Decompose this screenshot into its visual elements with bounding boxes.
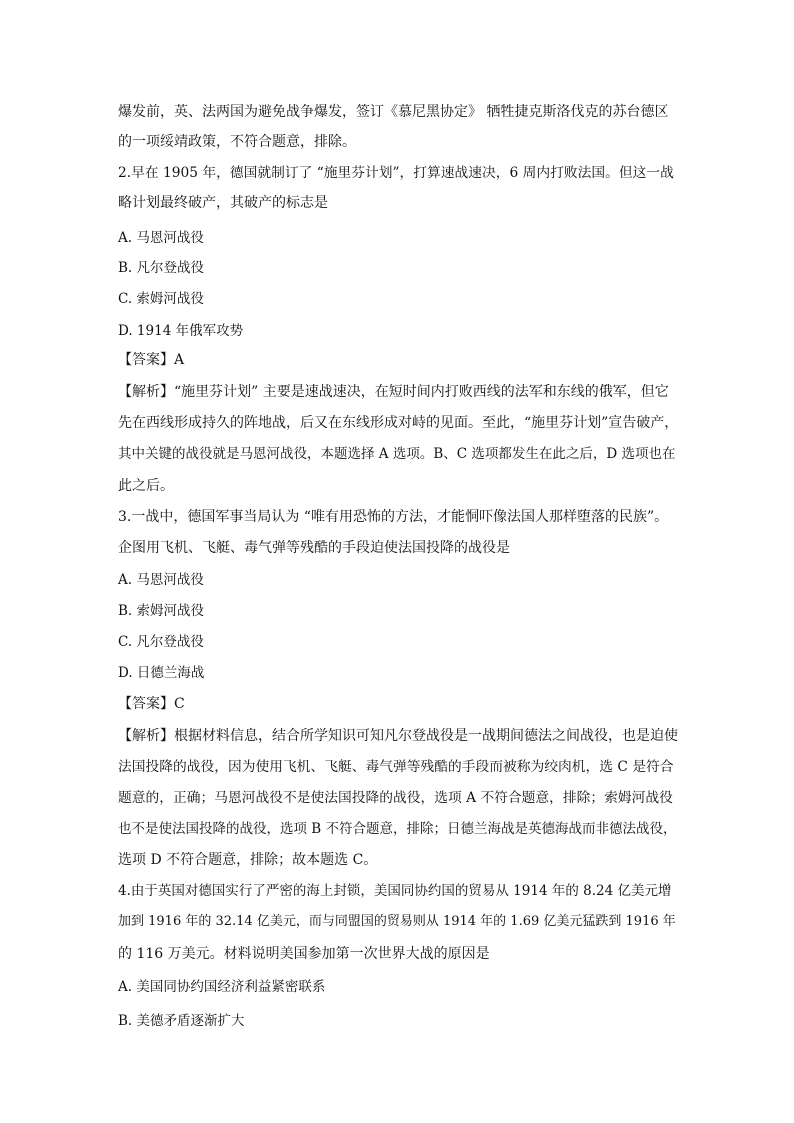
analysis-line: 其中关键的战役就是马恩河战役，本题选择 A 选项。B、C 选项都发生在此之后，D 选项也在 <box>118 446 676 462</box>
question-3-stem: 3.一战中，德国军事当局认为 “唯有用恐怖的方法，才能恫吓像法国人那样堕落的民族”。 <box>118 509 669 525</box>
text-line: 的 116 万美元。材料说明美国参加第一次世界大战的原因是 <box>118 946 490 962</box>
analysis-line: 也不是使法国投降的战役，选项 B 不符合题意，排除；日德兰海战是英德海战而非德法战役， <box>118 821 677 837</box>
text-line: 的一项绥靖政策，不符合题意，排除。 <box>118 134 356 150</box>
option-a: A. 马恩河战役 <box>118 230 204 246</box>
option-a: A. 马恩河战役 <box>118 572 204 588</box>
option-c: C. 索姆河战役 <box>118 291 204 307</box>
option-a: A. 美国同协约国经济利益紧密联系 <box>118 979 326 995</box>
analysis-line: 法国投降的战役，因为使用飞机、飞艇、毒气弹等残酷的手段而被称为绞肉机，选 C 是符合 <box>118 759 674 775</box>
option-c: C. 凡尔登战役 <box>118 634 204 650</box>
analysis-line: 【解析】“施里芬计划” 主要是速战速决，在短时间内打败西线的法军和东线的俄军，但它 <box>118 384 669 400</box>
answer-label: 【答案】A <box>118 352 185 368</box>
option-b: B. 美德矛盾逐渐扩大 <box>118 1013 245 1029</box>
analysis-line: 选项 D 不符合题意，排除；故本题选 C。 <box>118 852 378 868</box>
answer-label: 【答案】C <box>118 696 185 712</box>
option-d: D. 1914 年俄军攻势 <box>118 323 244 339</box>
option-d: D. 日德兰海战 <box>118 665 205 681</box>
option-b: B. 凡尔登战役 <box>118 260 205 276</box>
text-line: 加到 1916 年的 32.14 亿美元，而与同盟国的贸易则从 1914 年的 1.69 亿美元猛跌到 1916 年 <box>118 914 676 929</box>
question-2-stem: 2.早在 1905 年，德国就制订了 “施里芬计划”，打算速战速决，6 周内打败法国。但这一战 <box>118 165 674 181</box>
option-b: B. 索姆河战役 <box>118 603 205 619</box>
text-line: 企图用飞机、飞艇、毒气弹等残酷的手段迫使法国投降的战役是 <box>118 540 510 556</box>
analysis-line: 题意的，正确；马恩河战役不是使法国投降的战役，选项 A 不符合题意，排除；索姆河战役 <box>118 790 673 806</box>
analysis-line: 此之后。 <box>118 478 174 494</box>
text-line: 略计划最终破产，其破产的标志是 <box>118 195 328 211</box>
analysis-line: 【解析】根据材料信息，结合所学知识可知凡尔登战役是一战期间德法之间战役，也是迫使 <box>118 728 678 744</box>
question-4-stem: 4.由于英国对德国实行了严密的海上封锁，美国同协约国的贸易从 1914 年的 8.24 亿美元增 <box>118 883 672 899</box>
text-line: 爆发前，英、法两国为避免战争爆发，签订《慕尼黑协定》 牺牲捷克斯洛伐克的苏台德区 <box>118 104 669 120</box>
analysis-line: 先在西线形成持久的阵地战，后又在东线形成对峙的见面。至此，“施里芬计划”宣告破产， <box>118 415 679 431</box>
